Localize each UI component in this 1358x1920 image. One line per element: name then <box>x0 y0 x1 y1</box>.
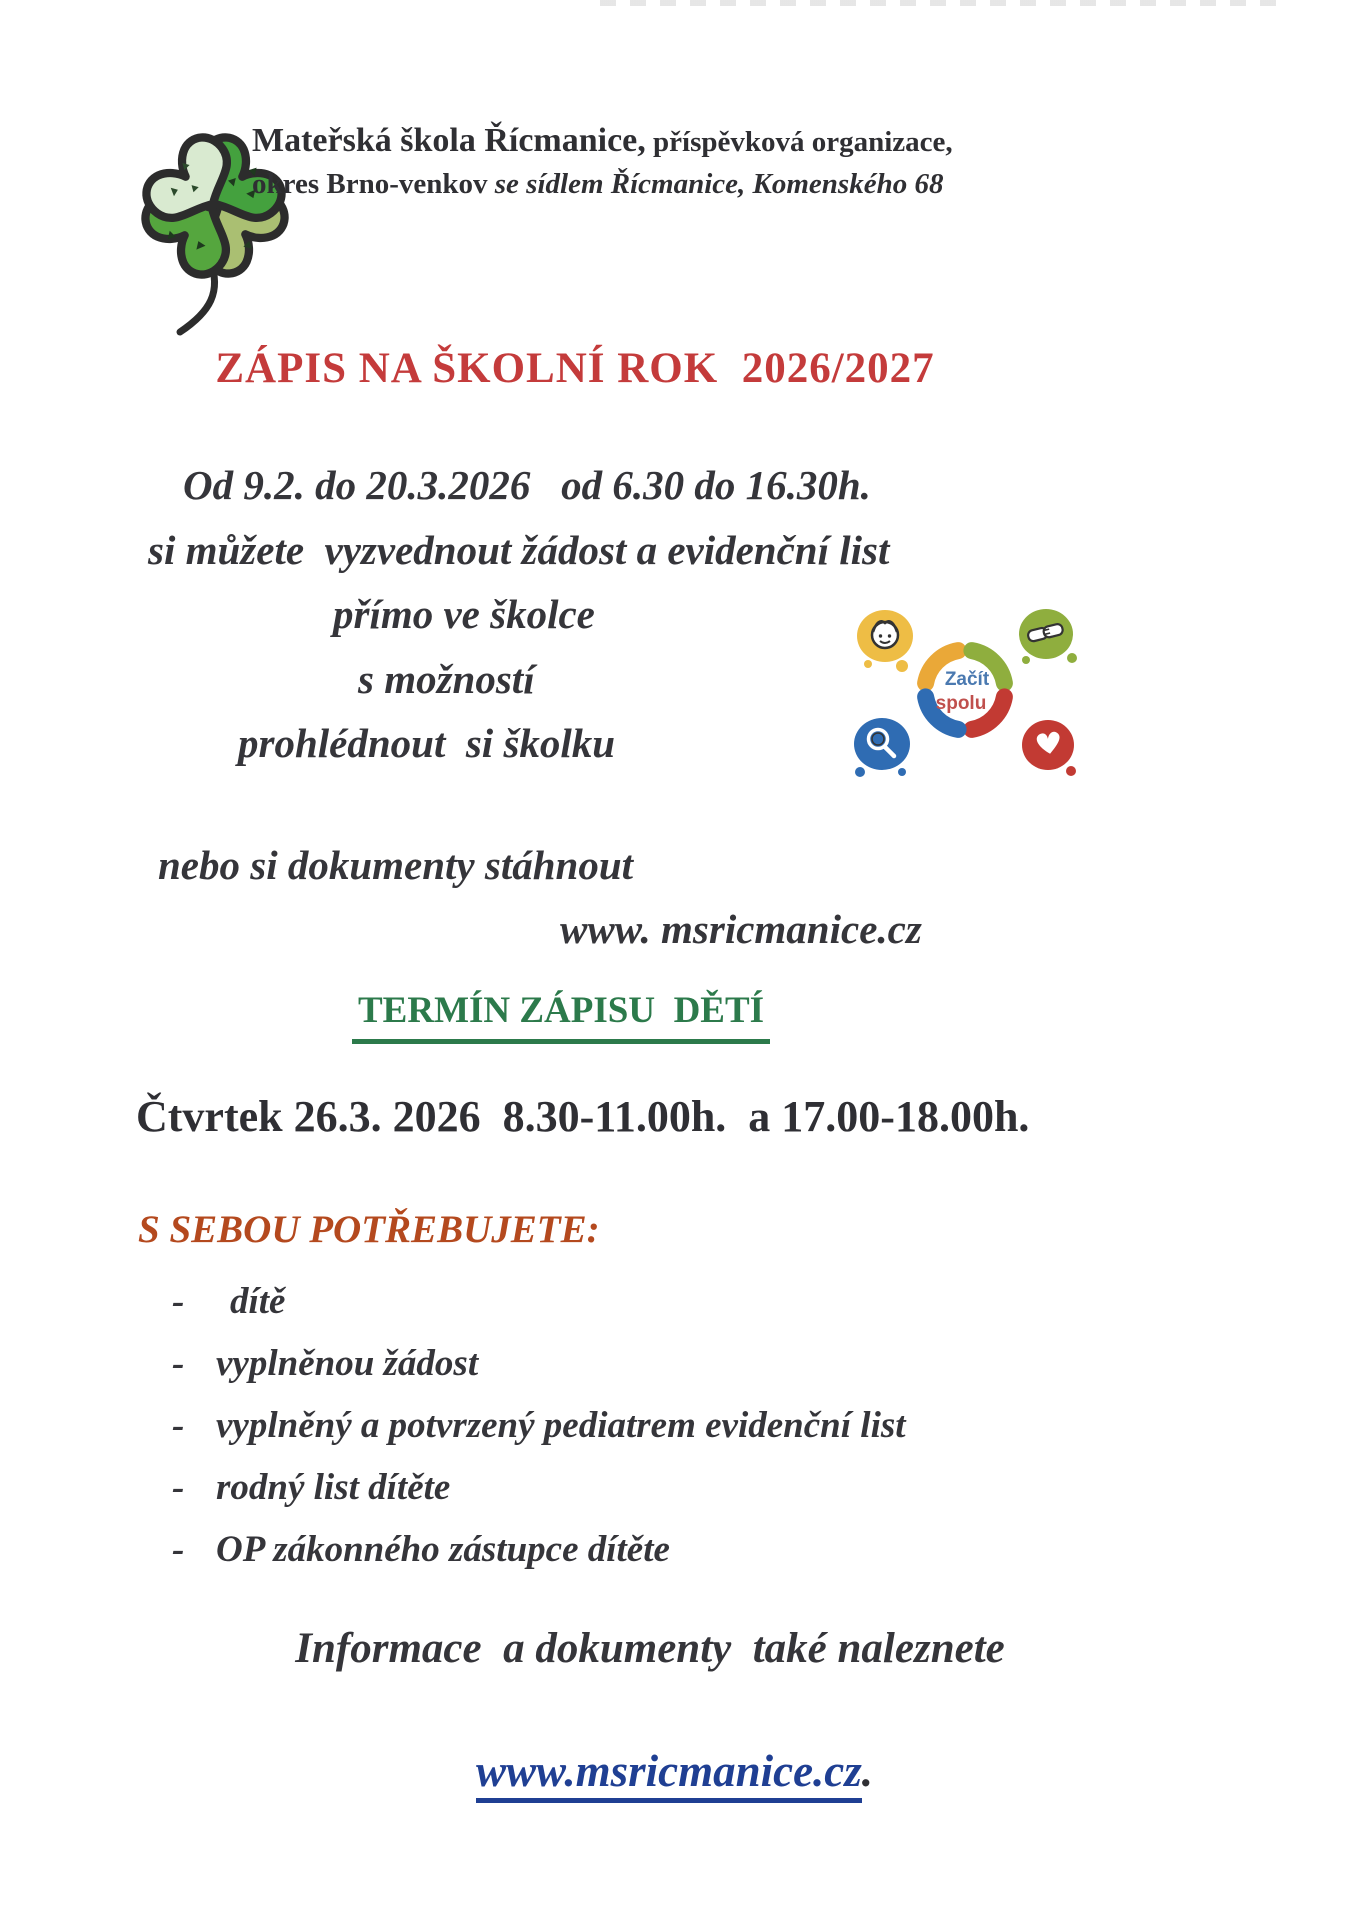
download-line: nebo si dokumenty stáhnout <box>158 842 634 888</box>
org-name: Mateřská škola Řícmanice, <box>252 122 646 159</box>
list-item-text: rodný list dítěte <box>216 1467 451 1508</box>
magnifier-icon <box>854 718 910 777</box>
org-address: se sídlem Řícmanice, Komenského 68 <box>494 168 944 200</box>
org-type: příspěvková organizace, <box>645 126 953 158</box>
list-item-text: vyplněnou žádost <box>216 1343 479 1384</box>
footer-url: www.msricmanice.cz <box>476 1746 862 1803</box>
face-icon <box>857 610 913 672</box>
list-dash: - <box>172 1529 185 1570</box>
list-item-text: OP zákonného zástupce dítěte <box>216 1529 670 1570</box>
list-item <box>172 1466 906 1509</box>
list-dash: - <box>172 1343 185 1384</box>
term-date: Čtvrtek 26.3. 2026 8.30-11.00h. a 17.00-18.00h. <box>136 1092 1030 1141</box>
list-item-text: vyplněný a potvrzený pediatrem evidenční list <box>216 1405 906 1446</box>
bring-heading: S SEBOU POTŘEBUJETE: <box>138 1208 600 1251</box>
list-item <box>172 1528 906 1571</box>
footer-link-line <box>0 1694 1304 1849</box>
org-header-line1 <box>252 122 953 160</box>
list-item <box>172 1280 906 1323</box>
list-dash: - <box>172 1405 185 1446</box>
intro-line-2: si můžete vyzvednout žádost a evidenční list <box>148 527 890 573</box>
zacit-word: Začít <box>944 669 990 690</box>
org-header <box>252 122 953 201</box>
heart-icon <box>1022 720 1076 776</box>
intro-line-3: přímo ve školce <box>333 591 595 637</box>
list-item <box>172 1404 906 1447</box>
intro-line-1: Od 9.2. do 20.3.2026 od 6.30 do 16.30h. <box>183 462 871 508</box>
download-url: www. msricmanice.cz <box>560 906 922 952</box>
spolu-word: spolu <box>935 693 987 714</box>
page-title: ZÁPIS NA ŠKOLNÍ ROK 2026/2027 <box>215 345 935 392</box>
intro-line-4: s možností <box>358 656 535 702</box>
list-item <box>172 1342 906 1385</box>
intro-line-5: prohlédnout si školku <box>238 720 616 766</box>
org-header-line2 <box>252 168 953 201</box>
list-dash: - <box>172 1467 185 1508</box>
org-district: okres Brno-venkov <box>252 168 495 200</box>
footer-period: . <box>861 1745 874 1796</box>
list-dash: - <box>172 1281 185 1322</box>
footer-info: Informace a dokumenty také naleznete <box>295 1625 1005 1672</box>
term-heading: TERMÍN ZÁPISU DĚTÍ <box>352 990 770 1044</box>
zacit-spolu-logo <box>840 592 1095 792</box>
scan-artifact-strip <box>600 0 1280 6</box>
handshake-icon <box>1019 609 1077 664</box>
bring-list <box>172 1280 906 1590</box>
list-item-text: dítě <box>230 1281 286 1322</box>
